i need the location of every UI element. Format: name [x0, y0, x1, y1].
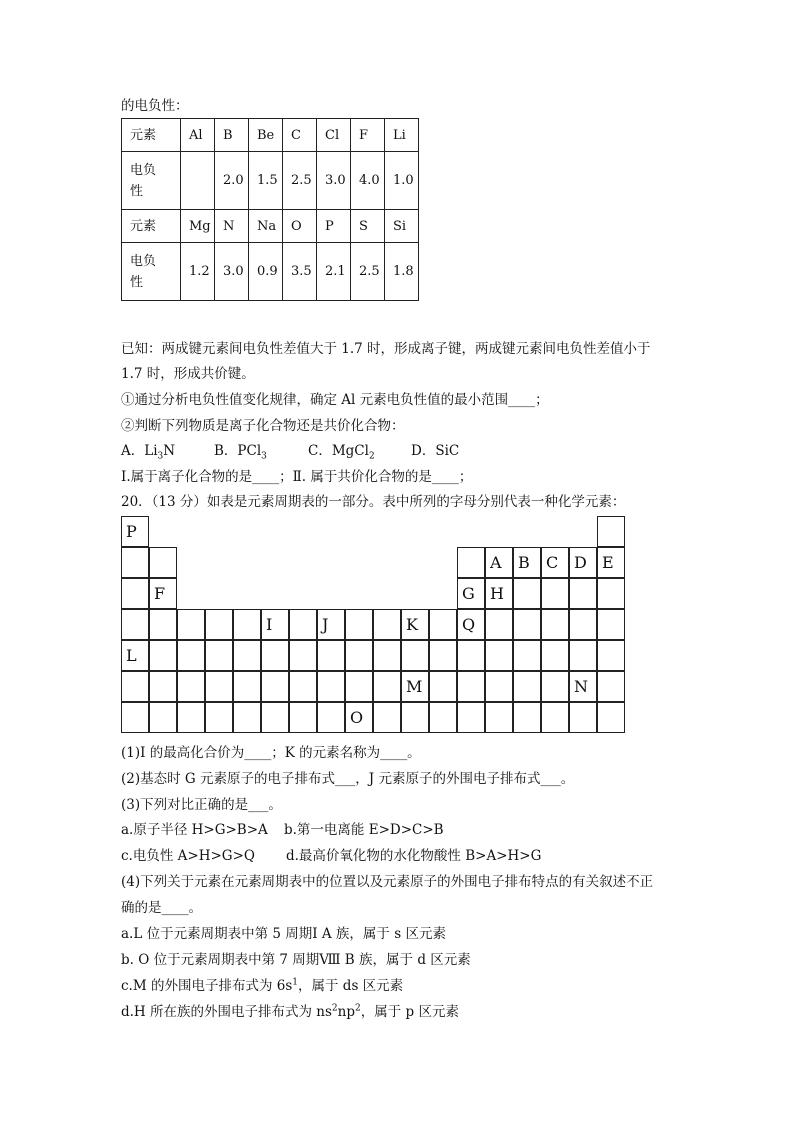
- element-cell: [569, 578, 597, 609]
- element-cell: [485, 609, 513, 640]
- table-cell: 元素: [130, 218, 157, 234]
- option-4b: b. O 位于元素周期表中第 7 周期Ⅷ B 族，属于 d 区元素: [121, 952, 471, 968]
- element-cell: [485, 702, 513, 733]
- table-cell: 2.1: [325, 264, 346, 279]
- element-cell: [121, 702, 149, 733]
- element-cell-n: N: [569, 671, 597, 702]
- element-cell: [401, 702, 429, 733]
- element-cell-f: F: [149, 578, 177, 609]
- intro-text: 的电负性：: [121, 98, 189, 114]
- table-cell: B: [223, 127, 233, 143]
- element-cell: [289, 609, 317, 640]
- element-cell: [373, 640, 401, 671]
- table-cell: N: [223, 218, 235, 234]
- table-cell: 元素: [130, 127, 157, 143]
- element-cell: [317, 640, 345, 671]
- element-cell: [317, 671, 345, 702]
- table-cell: 3.0: [325, 173, 346, 188]
- option-3b: b.第一电离能 E>D>C>B: [284, 822, 444, 838]
- element-cell: [345, 609, 373, 640]
- element-cell: [289, 671, 317, 702]
- table-cell: 1.5: [257, 173, 278, 188]
- table-cell: 2.0: [223, 173, 244, 188]
- table-cell: 4.0: [359, 173, 380, 188]
- element-cell: [233, 671, 261, 702]
- element-cell: [177, 609, 205, 640]
- option-3d: d.最高价氧化物的水化物酸性 B>A>H>G: [286, 848, 542, 864]
- compound-option-b: B．PCl$_3$: [214, 443, 267, 462]
- table-row: [122, 210, 419, 243]
- element-cell: [233, 640, 261, 671]
- compound-option-a: A．$Li_3N$: [121, 443, 176, 462]
- element-cell: [597, 702, 625, 733]
- table-cell: 1.0: [393, 173, 414, 188]
- table-cell: 2.5: [291, 173, 312, 188]
- element-cell-h: H: [485, 578, 513, 609]
- element-cell: [541, 609, 569, 640]
- element-cell: [485, 671, 513, 702]
- element-cell-b: B: [513, 547, 541, 578]
- table-cell: O: [291, 218, 302, 234]
- element-cell-k: K: [401, 609, 429, 640]
- element-cell-e: E: [597, 547, 625, 578]
- element-cell: [177, 671, 205, 702]
- element-cell: [485, 640, 513, 671]
- table-cell: P: [325, 218, 334, 234]
- option-3a: a.原子半径 H>G>B>A: [121, 822, 268, 838]
- table-cell: Cl: [325, 127, 340, 143]
- element-cell: [429, 640, 457, 671]
- element-cell: [513, 702, 541, 733]
- element-cell: [205, 702, 233, 733]
- element-cell: [261, 671, 289, 702]
- element-cell: [261, 640, 289, 671]
- element-cell-d: D: [569, 547, 597, 578]
- element-cell: [261, 702, 289, 733]
- element-cell-q: Q: [457, 609, 485, 640]
- element-cell: [569, 609, 597, 640]
- table-cell: Be: [257, 127, 275, 143]
- element-cell: [513, 640, 541, 671]
- table-cell: Al: [189, 127, 203, 143]
- element-cell: [569, 640, 597, 671]
- table-cell: Li: [393, 127, 406, 143]
- table-cell: 电负 性: [130, 162, 157, 199]
- element-cell-p: P: [121, 516, 149, 547]
- table-cell: 3.5: [291, 264, 312, 279]
- element-cell: [149, 671, 177, 702]
- table-cell: Mg: [189, 218, 211, 234]
- sub-question-3: (3)下列对比正确的是___。: [121, 797, 282, 813]
- question-1: ①通过分析电负性值变化规律，确定 Al 元素电负性值的最小范围____；: [121, 392, 549, 408]
- table-cell: S: [359, 218, 368, 234]
- element-cell: [513, 578, 541, 609]
- compound-option-c: C．MgCl$_2$: [308, 443, 375, 462]
- element-cell: [541, 640, 569, 671]
- element-cell: [149, 609, 177, 640]
- option-4a: a.L 位于元素周期表中第 5 周期Ⅰ A 族，属于 s 区元素: [121, 926, 446, 942]
- element-cell: [149, 547, 177, 578]
- element-cell: [597, 671, 625, 702]
- element-cell: [541, 578, 569, 609]
- question-20-title: 20．（13 分）如表是元素周期表的一部分。表中所列的字母分别代表一种化学元素：: [121, 494, 626, 510]
- table-cell: Na: [257, 218, 277, 234]
- element-cell: [205, 640, 233, 671]
- electronegativity-table: [121, 118, 419, 301]
- sub-question-4-line-1: (4)下列关于元素在元素周期表中的位置以及元素原子的外围电子排布特点的有关叙述不正: [121, 874, 654, 890]
- table-cell: 0.9: [257, 264, 278, 279]
- known-line-2: 1.7 时，形成共价键。: [121, 366, 255, 382]
- table-cell: 2.5: [359, 264, 380, 279]
- table-row: [122, 243, 419, 301]
- element-cell: [569, 702, 597, 733]
- table-row: [122, 119, 419, 152]
- element-cell: [205, 671, 233, 702]
- element-cell: [177, 640, 205, 671]
- element-cell: [401, 640, 429, 671]
- element-cell-l: L: [121, 640, 149, 671]
- element-cell: [149, 640, 177, 671]
- element-cell: [205, 609, 233, 640]
- element-cell: [289, 640, 317, 671]
- element-cell-o: O: [345, 702, 373, 733]
- element-cell: [597, 578, 625, 609]
- element-cell: [345, 640, 373, 671]
- element-cell: [233, 702, 261, 733]
- element-cell: [121, 609, 149, 640]
- element-cell: [429, 671, 457, 702]
- table-row: [122, 152, 419, 210]
- element-cell: [373, 609, 401, 640]
- element-cell: [457, 547, 485, 578]
- element-cell: [513, 671, 541, 702]
- element-cell: [457, 671, 485, 702]
- element-cell: [373, 671, 401, 702]
- table-cell: Si: [393, 218, 407, 234]
- element-cell-m: M: [401, 671, 429, 702]
- element-cell: [597, 609, 625, 640]
- element-cell: [289, 702, 317, 733]
- sub-question-1: (1)I 的最高化合价为____；K 的元素名称为____。: [121, 745, 421, 761]
- element-cell: [513, 609, 541, 640]
- table-cell: 3.0: [223, 264, 244, 279]
- element-cell: [541, 671, 569, 702]
- element-cell: [429, 609, 457, 640]
- question-3: Ⅰ.属于离子化合物的是____；Ⅱ. 属于共价化合物的是____；: [121, 469, 473, 485]
- element-cell: [121, 578, 149, 609]
- option-4d: d.H 所在族的外围电子排布式为 $ns^2np^2$，属于 p 区元素: [121, 1003, 459, 1020]
- element-cell: [373, 702, 401, 733]
- element-cell: [457, 640, 485, 671]
- element-cell-i: I: [261, 609, 289, 640]
- table-cell: 1.2: [189, 264, 210, 279]
- element-cell: [541, 702, 569, 733]
- compound-option-d: D．SiC: [411, 443, 460, 459]
- element-cell: [457, 702, 485, 733]
- element-cell: [177, 702, 205, 733]
- element-cell: [345, 671, 373, 702]
- element-cell: [149, 702, 177, 733]
- option-3c: c.电负性 A>H>G>Q: [121, 848, 255, 864]
- element-cell: [121, 547, 149, 578]
- element-cell-c: C: [541, 547, 569, 578]
- option-4c: c.M 的外围电子排布式为 $6s^1$，属于 ds 区元素: [121, 977, 404, 994]
- table-cell: 电负 性: [130, 253, 157, 290]
- table-cell: 1.8: [393, 264, 414, 279]
- element-cell-j: J: [317, 609, 345, 640]
- sub-question-4-line-2: 确的是____。: [121, 900, 202, 916]
- element-cell: [597, 516, 625, 547]
- element-cell-a: A: [485, 547, 513, 578]
- element-cell: [121, 671, 149, 702]
- element-cell: [233, 609, 261, 640]
- element-cell-g: G: [457, 578, 485, 609]
- element-cell: [429, 702, 457, 733]
- sub-question-2: (2)基态时 G 元素原子的电子排布式___，J 元素原子的外围电子排布式___。: [121, 771, 575, 787]
- question-2: ②判断下列物质是离子化合物还是共价化合物：: [121, 418, 405, 434]
- table-cell: F: [359, 127, 369, 143]
- known-line-1: 已知：两成键元素间电负性差值大于 1.7 时，形成离子键，两成键元素间电负性差值小于: [121, 341, 651, 357]
- table-cell: C: [291, 127, 301, 143]
- element-cell: [317, 702, 345, 733]
- element-cell: [597, 640, 625, 671]
